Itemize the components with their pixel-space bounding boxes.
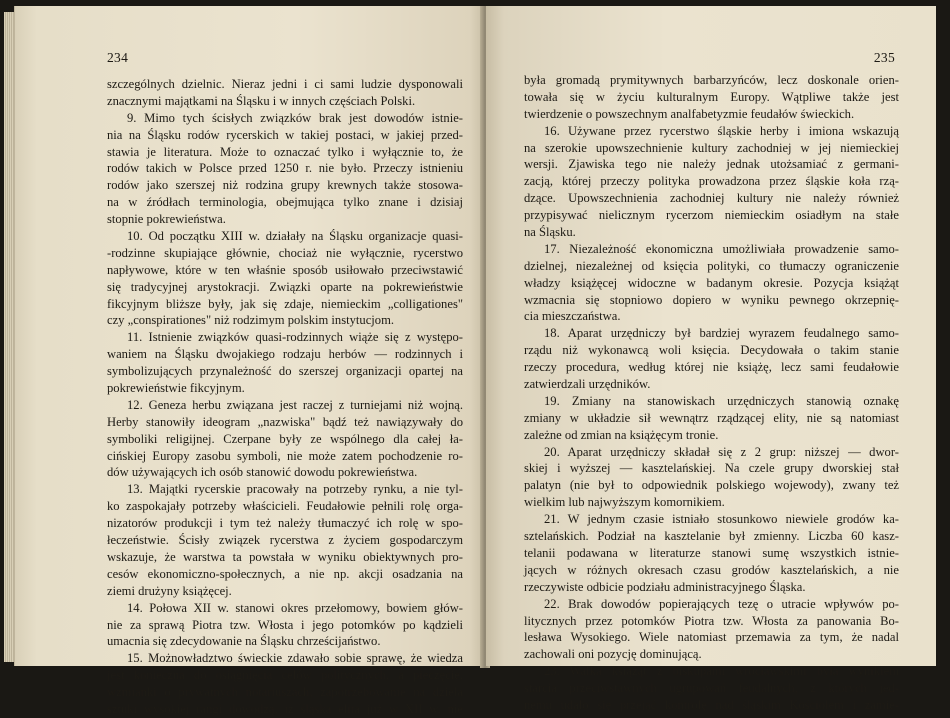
page-number: 235 bbox=[873, 50, 895, 65]
left-page bbox=[14, 6, 484, 716]
page-body bbox=[107, 76, 463, 718]
text-line: dzielnej, niezależnej od księcia polityki, co tłumaczy ograniczenie bbox=[524, 258, 899, 273]
text-line: twierdzenie o powszechnym analfabetyzmie feudałów świeckich. bbox=[524, 106, 855, 121]
text-line: skiej i wyższej — kasztelańskiej. Na czele grupy dworskiej stał bbox=[524, 461, 899, 476]
text-line: władzy książęcej widoczne w badanym okresie. Pozycja książąt bbox=[524, 275, 899, 290]
text-line: Herby stanowiły ideogram „nazwiska" bądź też nawiązywały do bbox=[107, 414, 463, 429]
text-line: litycznych przez potomków Piotra tzw. Włosta za panowania Bo- bbox=[524, 613, 899, 628]
text-line: 12. Geneza herbu związana jest raczej z turniejami niż wojną. bbox=[127, 397, 463, 412]
text-line: 15. Możnowładztwo świeckie zdawało sobie sprawę, że wiedza bbox=[127, 651, 463, 666]
text-line: wersji. Zjawiska tego nie należy jednak utożsamiać z germani- bbox=[524, 157, 899, 172]
text-line: 11. Istnienie związków quasi-rodzinnych wiąże się z występo- bbox=[127, 330, 463, 345]
text-line: stawia je literatura. Może to oznaczać tylko i wyłącznie to, że bbox=[107, 144, 463, 159]
text-line: na szerokie upowszechnienie kultury zachodniej w jej niemieckiej bbox=[524, 140, 899, 155]
text-line: palatyn (nie był to odpowiednik polskiego wojewody), zwany też bbox=[524, 478, 899, 493]
page-body bbox=[524, 72, 899, 714]
book-spread bbox=[14, 6, 936, 716]
text-line: nemu udało się przejąć kontrolę nad śląskim Kościołem i zamie- bbox=[524, 697, 899, 712]
text-line: symbolizujących przynależność do szerszej organizacji opartej na bbox=[107, 364, 463, 379]
text-line: zatwierdzali urzędników. bbox=[524, 377, 651, 392]
text-line: ziemi drużyny książęcej. bbox=[107, 583, 232, 598]
text-line: 17. Niezależność ekonomiczna umożliwiała prowadzenie samo- bbox=[544, 241, 899, 256]
text-line: rzeczywiste odbicie podziału administracyjnego Śląska. bbox=[524, 579, 806, 594]
text-line: starcia przeciwstawnych ugrupowań feudalnych, z których jed- bbox=[524, 681, 899, 696]
text-line: wzmianki o prywatnych notariuszach, zapotrzebowanie na dzieła bbox=[107, 685, 463, 700]
text-line: lesława Wysokiego. Wiele natomiast przemawia za tym, że nadal bbox=[524, 630, 899, 645]
text-line: dzące. Upowszechnienia zachodniej kultury nie należy również bbox=[524, 191, 899, 206]
text-line: 9. Mimo tych ścisłych związków brak jest dowodów istnie- bbox=[127, 110, 463, 125]
text-line: 10. Od początku XIII w. działały na Śląsku organizacje quasi- bbox=[127, 229, 463, 244]
text-line: rodów takich w Polsce przed 1250 r. nie było. Przeczy istnieniu bbox=[107, 161, 463, 176]
text-line: ko zaspokajały potrzeby właścicieli. Feudałowie pełnili rolę orga- bbox=[107, 499, 463, 514]
text-line: rodów jako szerszej niż rodzina grupy krewnych także stosowa- bbox=[107, 178, 463, 193]
text-line: zależne od zmian na książęcym tronie. bbox=[524, 427, 719, 442]
text-line: łeczeństwie. Ścisły związek rycerstwa z życiem gospodarczym bbox=[107, 533, 463, 548]
text-line: wskazuje, że warstwa ta powstała w wyniku obiektywnych pro- bbox=[107, 549, 463, 564]
text-line: była gromadą prymitywnych barbarzyńców, lecz doskonale orien- bbox=[524, 73, 899, 87]
text-line: stopnie pokrewieństwa. bbox=[107, 212, 226, 227]
text-line: nia na Śląsku rodów rycerskich w takiej postaci, w jakiej przed- bbox=[107, 127, 463, 142]
text-line: rządu niż wykonawcą woli księcia. Decydowała o takim stanie bbox=[524, 343, 899, 358]
text-line: umacnia się zdecydowanie na Śląsku chrześcijaństwo. bbox=[107, 634, 381, 649]
text-line: napływowe, które w ten właśnie sposób usiłowało przeciwstawić bbox=[107, 262, 463, 277]
text-line: 14. Połowa XII w. stanowi okres przełomowy, bowiem głów- bbox=[127, 600, 463, 615]
text-line: 18. Aparat urzędniczy był bardziej wyrazem feudalnego samo- bbox=[544, 326, 899, 341]
text-line: sztuki wysokiej rangi dowodzą, iż śląska elita już w XII w. nie bbox=[107, 701, 463, 716]
text-line: zachowali oni pozycję dominującą. bbox=[524, 647, 702, 662]
text-line: zacją, której przeczy polityka prowadzona przez śląskie koła rzą- bbox=[524, 174, 899, 189]
text-line: przypisywać nielicznym rycerzom niemieckim osiadłym na stałe bbox=[524, 208, 899, 223]
text-line: cesów ekonomiczno-społecznych, a nie np. akcji osadzania na bbox=[107, 566, 463, 581]
text-line: 13. Majątki rycerskie pracowały na potrzeby rynku, a nie tyl- bbox=[127, 482, 463, 497]
text-line: 22. Brak dowodów popierających tezę o utracie wpływów po- bbox=[544, 596, 899, 611]
text-line: 19. Zmiany na stanowiskach urzędniczych stanowią oznakę bbox=[544, 393, 899, 408]
right-page bbox=[486, 6, 936, 712]
text-line: 23. Walka książąt z biskupami wrocławskimi była wynikiem bbox=[544, 664, 899, 679]
text-line: jest konieczna do osiągnięcia celów politycznych, a pieczęcie, bbox=[107, 668, 463, 683]
text-line: 21. W jednym czasie istniało stosunkowo niewiele grodów ka- bbox=[544, 512, 899, 527]
text-line: dów używających ich osób stanowić dowodu pokrewieństwa. bbox=[107, 465, 418, 480]
text-line: znacznymi majątkami na Śląsku i w innych częściach Polski. bbox=[107, 93, 416, 108]
text-line: jących w różnych okresach czasu grodów kasztelańskich, a nie bbox=[524, 562, 899, 577]
text-line: szczególnych dzielnic. Nieraz jedni i ci sami ludzie dysponowali bbox=[107, 77, 463, 91]
text-line: 20. Aparat urzędniczy składał się z 2 grup: niższej — dwor- bbox=[544, 444, 899, 459]
text-line: wielkim lub najwyższym komornikiem. bbox=[524, 495, 725, 510]
text-line: nie za sprawą Piotra tzw. Włosta i jego potomków po kądzieli bbox=[107, 617, 463, 632]
text-line: rzeczy procedura, według której nie książę, lecz sami feudałowie bbox=[524, 360, 899, 375]
text-line: sztelańskich. Podział na kasztelanie był zmienny. Liczba 60 kasz- bbox=[524, 529, 899, 544]
text-line: pokrewieństwie fikcyjnym. bbox=[107, 381, 245, 396]
text-line: symboliki religijnej. Czerpane były ze wspólnego dla całej ła- bbox=[107, 431, 463, 446]
text-line: telanii podawana w literaturze stanowi sumę wszystkich istnie- bbox=[524, 545, 899, 560]
text-line: towała się w życiu kulturalnym Europy. Wątpliwe także jest bbox=[524, 89, 899, 104]
text-line: na Śląsku. bbox=[524, 225, 576, 240]
text-line: się tradycyjnej arystokracji. Związki oparte na pokrewieństwie bbox=[107, 279, 463, 294]
text-line: zmiany w układzie sił wewnątrz rządzącej elity, nie są natomiast bbox=[524, 410, 899, 425]
text-line: na w źródłach terminologia, obejmująca tylko znane i dzisiaj bbox=[107, 195, 463, 210]
text-line: cińskiej Europy zasobu symboli, nie może zatem pochodzenie ro- bbox=[107, 448, 463, 463]
text-line: fikcyjnym bliższe były, jak się zdaje, niemieckim „colligationes" bbox=[107, 296, 463, 311]
text-line: -rodzinne skupiające głównie, chociaż nie wyłącznie, rycerstwo bbox=[107, 245, 463, 260]
text-line: czy „conspirationes" niż rodzimym polskim instytucjom. bbox=[107, 313, 395, 328]
text-line: waniem na Śląsku dwojakiego rodzaju herbów — rodzinnych i bbox=[107, 347, 463, 362]
text-line: nizatorów produkcji i tym też należy tłumaczyć ich rolę w spo- bbox=[107, 516, 463, 531]
page-number: 234 bbox=[107, 50, 129, 65]
text-line: 16. Używane przez rycerstwo śląskie herby i imiona wskazują bbox=[544, 123, 899, 138]
text-line: cia mieszczaństwa. bbox=[524, 309, 621, 324]
text-line: wzmacnia się stopniowo dopiero w wyniku pewnego okrzepnię- bbox=[524, 292, 899, 307]
